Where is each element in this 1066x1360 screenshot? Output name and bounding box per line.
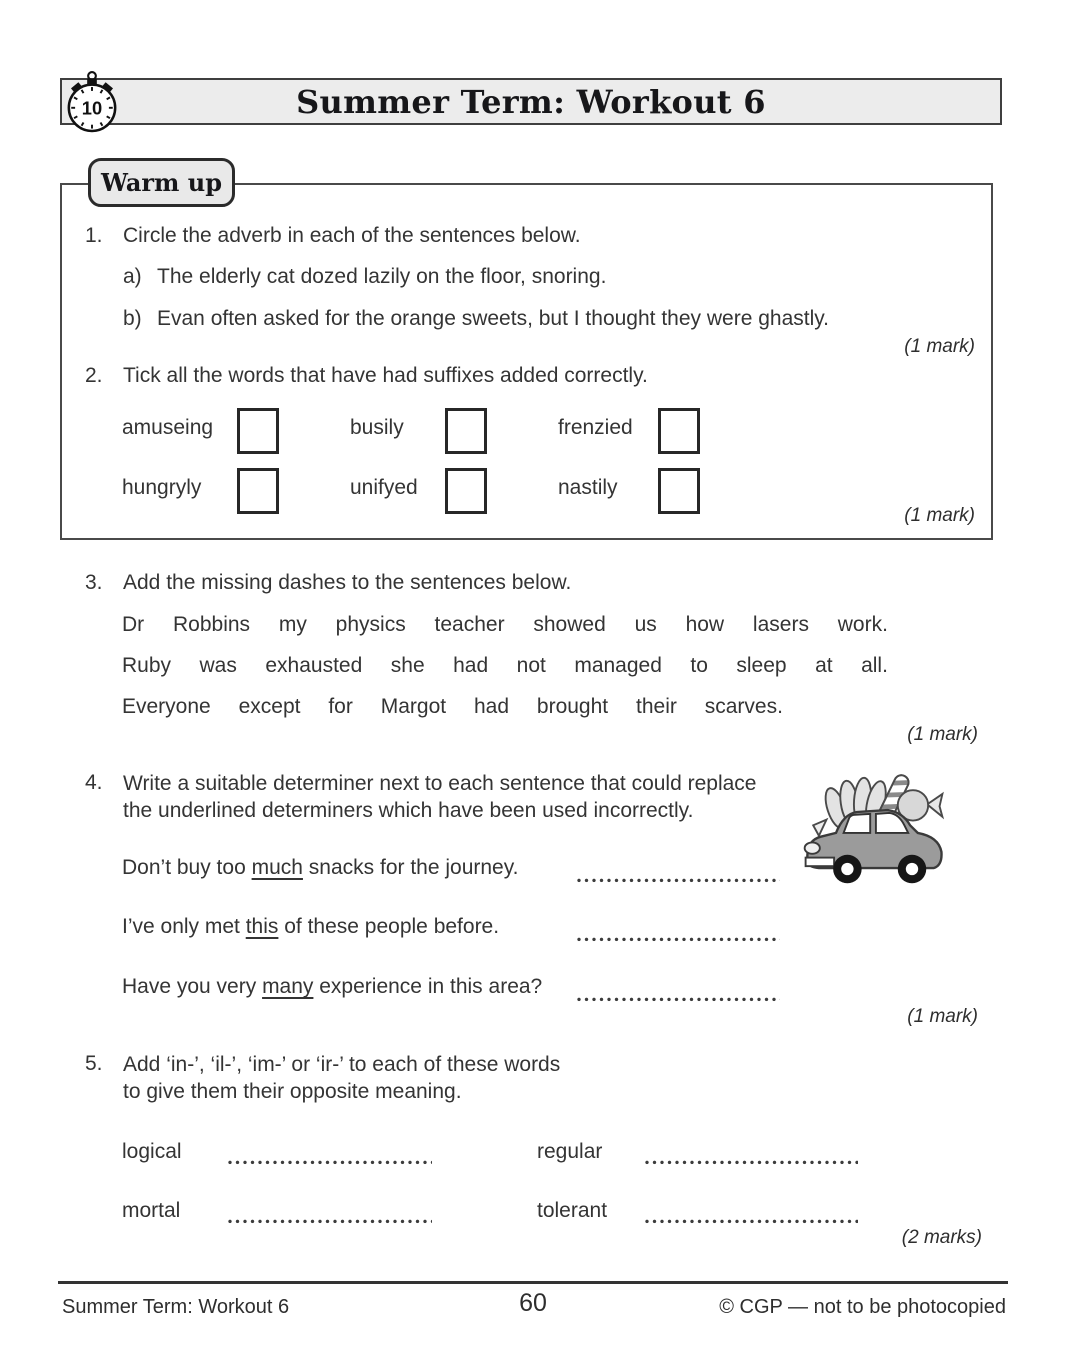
question-1-number: 1. (85, 224, 103, 247)
footer-page-number: 60 (519, 1289, 547, 1317)
prefix-answer-blank-tolerant[interactable] (645, 1203, 858, 1224)
prefix-word-regular: regular (537, 1140, 603, 1163)
q4-sentence-1 (122, 856, 519, 880)
checkbox-hungryly[interactable] (237, 468, 279, 514)
q4-sentence-3-pre: Have you very (122, 975, 263, 998)
q4-sentence-2-post: of these people before. (278, 915, 500, 938)
warmup-badge (88, 158, 235, 207)
determiner-answer-blank-3[interactable] (577, 981, 780, 1002)
question-5 (85, 1051, 560, 1105)
footer-copyright: © CGP — not to be photocopied (719, 1296, 1006, 1318)
question-5-prompt (123, 1051, 560, 1105)
underlined-determiner-many: many (262, 975, 314, 998)
prefix-word-logical: logical (122, 1140, 182, 1163)
prefix-word-mortal: mortal (122, 1199, 181, 1222)
q3-marks-label: (1 mark) (907, 724, 978, 745)
question-1 (85, 223, 581, 249)
prefix-answer-blank-regular[interactable] (645, 1144, 858, 1165)
question-4-prompt-line1: Write a suitable determiner next to each sentence that could replace (123, 772, 757, 795)
checkbox-nastily[interactable] (658, 468, 700, 514)
q4-sentence-3-post: experience in this area? (313, 975, 543, 998)
q2-marks-label: (1 mark) (904, 505, 975, 526)
question-1a (123, 265, 606, 289)
question-1b-letter: b) (123, 307, 142, 330)
determiner-answer-blank-1[interactable] (577, 862, 780, 883)
page-title: Summer Term: Workout 6 (296, 82, 766, 121)
question-5-prompt-line2: to give them their opposite meaning. (123, 1080, 462, 1103)
q3-sentence-1[interactable]: Dr Robbins my physics teacher showed us how lasers work. (122, 613, 888, 636)
question-2-prompt: Tick all the words that have had suffixes added correctly. (123, 364, 648, 387)
q3-sentence-3[interactable]: Everyone except for Margot had brought their scarves. (122, 695, 783, 718)
underlined-determiner-much: much (251, 856, 303, 879)
suffix-word-unifyed: unifyed (350, 476, 418, 499)
q4-sentence-3 (122, 975, 542, 999)
q3-sentence-2[interactable]: Ruby was exhausted she had not managed to sleep at all. (122, 654, 888, 677)
suffix-word-hungryly: hungryly (122, 476, 202, 499)
question-1b (123, 307, 829, 331)
question-1b-text: Evan often asked for the orange sweets, but I thought they were ghastly. (157, 307, 830, 330)
underlined-determiner-this: this (245, 915, 279, 938)
question-4 (85, 770, 756, 824)
question-4-number: 4. (85, 771, 103, 794)
q4-sentence-2-pre: I’ve only met (122, 915, 246, 938)
suffix-word-amuseing: amuseing (122, 416, 214, 439)
question-4-prompt-line2: the underlined determiners which have been used incorrectly. (123, 799, 694, 822)
prefix-answer-blank-logical[interactable] (228, 1144, 432, 1165)
header-bar (60, 78, 1002, 125)
car-with-sweets-illustration (798, 770, 950, 892)
checkbox-busily[interactable] (445, 408, 487, 454)
question-3-number: 3. (85, 571, 103, 594)
prefix-word-tolerant: tolerant (537, 1199, 608, 1222)
q5-marks-label: (2 marks) (901, 1227, 982, 1248)
footer-title: Summer Term: Workout 6 (62, 1296, 290, 1318)
question-2 (85, 363, 648, 389)
question-1a-text: The elderly cat dozed lazily on the floor, snoring. (157, 265, 607, 288)
question-5-number: 5. (85, 1052, 103, 1075)
footer-rule (58, 1281, 1008, 1284)
q4-sentence-1-post: snacks for the journey. (302, 856, 519, 879)
question-3 (85, 570, 571, 596)
prefix-answer-blank-mortal[interactable] (228, 1203, 432, 1224)
question-5-prompt-line1: Add ‘in-’, ‘il-’, ‘im-’ or ‘ir-’ to each of these words (123, 1053, 561, 1076)
q1-marks-label: (1 mark) (904, 336, 975, 357)
question-2-number: 2. (85, 364, 103, 387)
warmup-label: Warm up (100, 168, 223, 197)
suffix-word-nastily: nastily (558, 476, 618, 499)
q4-sentence-2 (122, 915, 499, 939)
q4-sentence-1-pre: Don’t buy too (122, 856, 252, 879)
suffix-word-busily: busily (350, 416, 404, 439)
question-4-prompt (123, 770, 756, 824)
question-1a-letter: a) (123, 265, 142, 288)
checkbox-amuseing[interactable] (237, 408, 279, 454)
suffix-word-frenzied: frenzied (558, 416, 633, 439)
checkbox-frenzied[interactable] (658, 408, 700, 454)
determiner-answer-blank-2[interactable] (577, 921, 780, 942)
q4-marks-label: (1 mark) (907, 1006, 978, 1027)
timer-value: 10 (81, 97, 103, 119)
question-3-prompt: Add the missing dashes to the sentences below. (123, 571, 572, 594)
question-1-prompt: Circle the adverb in each of the sentences below. (123, 224, 581, 247)
stopwatch-icon (64, 70, 120, 134)
checkbox-unifyed[interactable] (445, 468, 487, 514)
